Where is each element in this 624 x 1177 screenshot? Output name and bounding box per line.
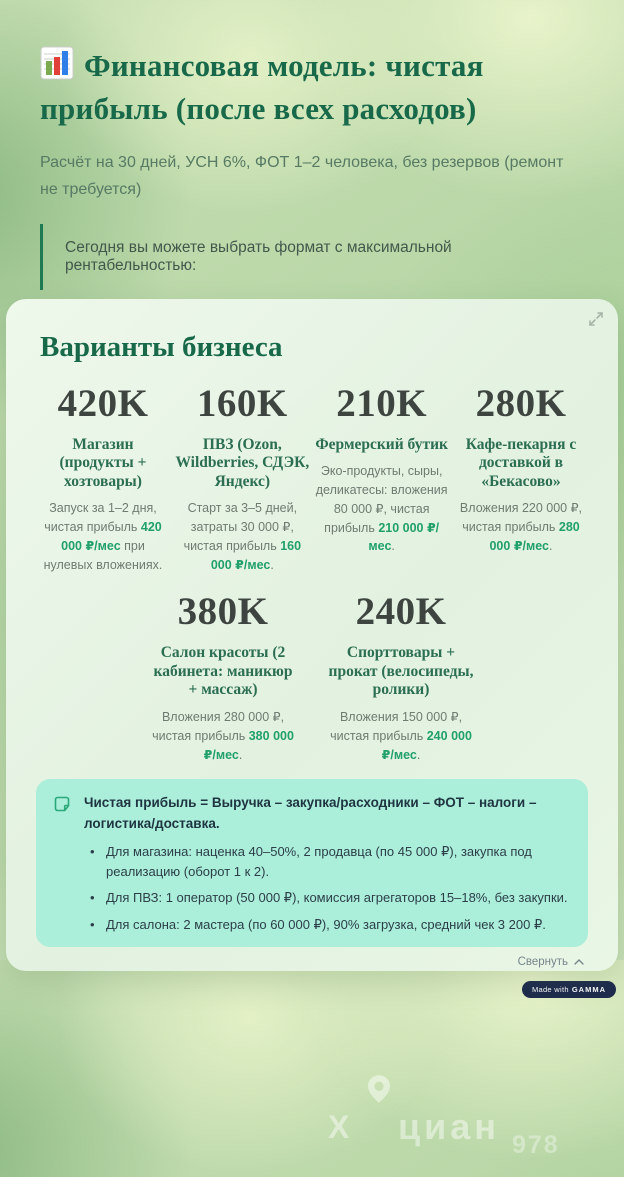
options-row-1 [36, 382, 588, 575]
watermark-letter: Х [328, 1108, 350, 1145]
desc-highlight: 420 000 ₽/мес [61, 520, 162, 553]
option-name: Кафе-пекарня с доставкой в «Бекасово» [465, 435, 577, 490]
option-pvz [175, 382, 309, 575]
option-sport-goods [326, 590, 476, 764]
desc-text: Эко-продукты, сыры, деликатесы: вложения 80 000 ₽, чистая прибыль [315, 464, 448, 535]
options-row-2 [36, 590, 588, 764]
cian-pin-icon [368, 1075, 390, 1103]
profit-formula: Чистая прибыль = Выручка – закупка/расходники – ФОТ – налоги – логистика/доставка. [84, 795, 537, 832]
page-header [0, 0, 624, 290]
collapse-row [36, 956, 588, 968]
desc-text: . [238, 747, 243, 762]
desc-text: . [391, 539, 395, 554]
option-cafe-bakery [454, 382, 588, 575]
desc-highlight: 210 000 ₽/мес [368, 520, 440, 554]
desc-highlight: 380 000 ₽/мес [203, 728, 294, 762]
desc-highlight: 160 000 ₽/мес [210, 538, 302, 572]
badge-brand: GAMMA [571, 984, 606, 994]
desc-highlight: 280 000 ₽/мес [489, 520, 580, 553]
desc-text: Вложения 150 000 ₽, чистая прибыль [330, 710, 463, 743]
option-description [315, 462, 449, 556]
note-content [84, 793, 568, 934]
desc-text: . [416, 747, 421, 762]
watermark-text: циан [398, 1105, 501, 1147]
collapse-button[interactable] [518, 956, 584, 968]
option-beauty-salon [148, 590, 298, 764]
badge-prefix: Made with [531, 984, 569, 994]
option-description [148, 708, 298, 764]
option-description [326, 708, 476, 764]
badge-row [0, 971, 624, 998]
note-icon [54, 796, 70, 812]
intro-quote: Сегодня вы можете выбрать формат с максимальной рентабельностью: [40, 224, 585, 290]
desc-text: Вложения 220 000 ₽, чистая прибыль [459, 501, 583, 535]
collapse-label: Свернуть [517, 956, 568, 969]
note-bullet: • Для салона: 2 мастера (по 60 000 ₽), 90% загрузка, средний чек 3 200 ₽. [84, 915, 568, 935]
option-description [36, 499, 170, 574]
note-bullet: • Для магазина: наценка 40–50%, 2 продавца (по 45 000 ₽), закупка под реализацию (оборот 1 к 2). [84, 842, 568, 881]
option-value: 210K [336, 381, 428, 425]
option-value: 280K [475, 381, 567, 425]
desc-text: Запуск за 1–2 дня, чистая прибыль [44, 501, 157, 535]
profit-note-box [36, 779, 588, 947]
option-name: Магазин (продукты + хозтовары) [59, 435, 147, 490]
bar-chart-icon [40, 46, 74, 80]
watermark-number: 978 [512, 1130, 560, 1159]
expand-icon[interactable] [588, 311, 604, 327]
page-title-text: Финансовая модель: чистая прибыль (после всех расходов) [40, 48, 484, 127]
option-description [454, 499, 588, 555]
desc-text: . [270, 557, 274, 572]
option-value: 380K [177, 590, 269, 634]
desc-text: Вложения 280 000 ₽, чистая прибыль [152, 710, 285, 743]
made-with-gamma-badge[interactable] [522, 981, 616, 998]
chevron-up-icon [574, 959, 584, 965]
cian-watermark [326, 1067, 586, 1177]
option-farm-boutique [315, 382, 449, 575]
option-name: Фермерский бутик [315, 435, 448, 453]
page-subtitle: Расчёт на 30 дней, УСН 6%, ФОТ 1–2 человека, без резервов (ремонт не требуется) [40, 153, 564, 199]
page-title [40, 44, 588, 131]
option-name: Салон красоты (2 кабинета: маникюр + массаж) [153, 644, 293, 699]
option-shop [36, 382, 170, 575]
option-value: 160K [196, 381, 288, 425]
option-description [175, 499, 309, 574]
note-bullet-list [84, 842, 568, 934]
note-bullet: • Для ПВЗ: 1 оператор (50 000 ₽), комиссия агрегаторов 15–18%, без закупки. [84, 888, 568, 908]
card-title: Варианты бизнеса [40, 330, 283, 363]
desc-text: Старт за 3–5 дней, затраты 30 000 ₽, чистая прибыль [183, 501, 298, 553]
option-name: Спорттовары + прокат (велосипеды, ролики) [328, 644, 474, 699]
option-value: 240K [355, 590, 447, 634]
desc-text: . [548, 538, 553, 553]
option-value: 420K [57, 381, 149, 425]
option-name: ПВЗ (Ozon, Wildberries, СДЭК, Яндекс) [175, 435, 310, 490]
desc-text: при нулевых вложениях. [43, 538, 163, 572]
desc-highlight: 240 000 ₽/мес [381, 728, 472, 762]
